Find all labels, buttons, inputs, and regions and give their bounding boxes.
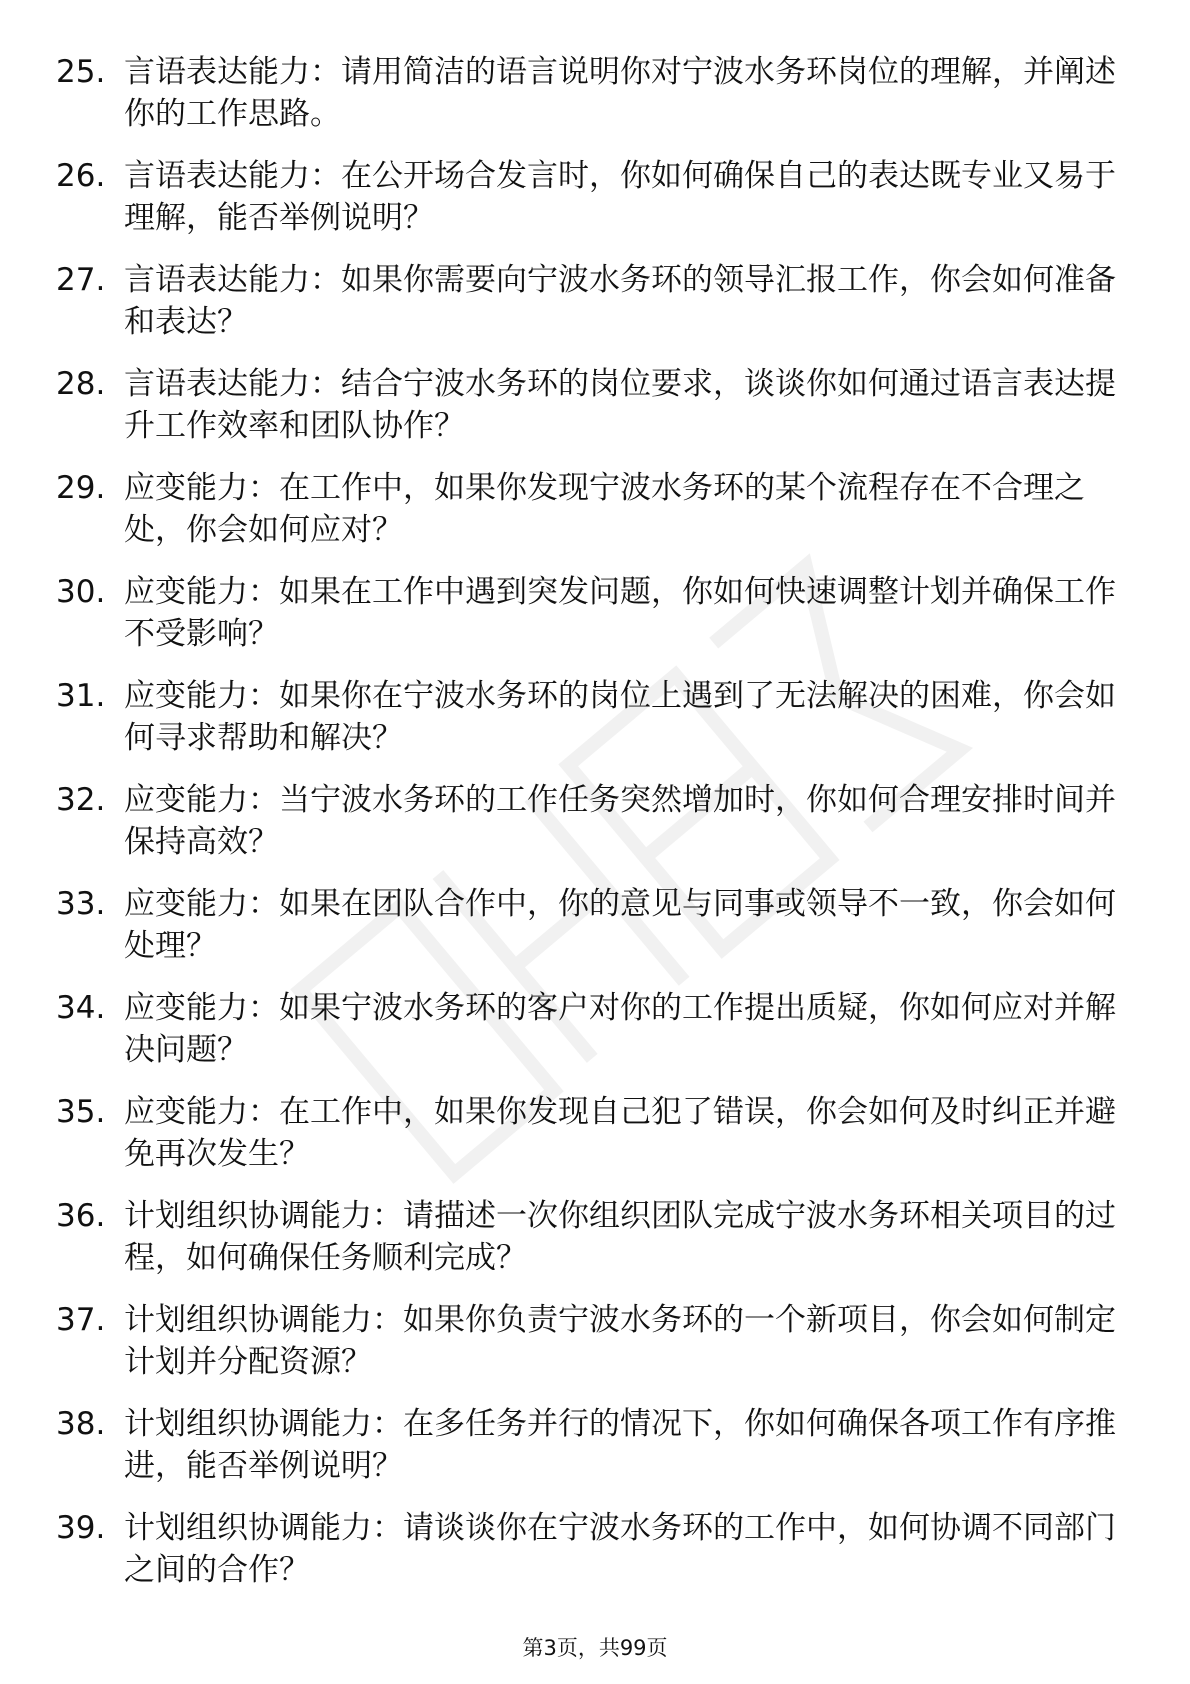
question-text: 计划组织协调能力：如果你负责宁波水务环的一个新项目，你会如何制定计划并分配资源？	[124, 1302, 1116, 1380]
question-number: 30.	[56, 574, 106, 610]
question-item	[56, 51, 1116, 135]
page-number-label: 第3页，共99页	[522, 1636, 668, 1660]
question-text: 应变能力：在工作中，如果你发现宁波水务环的某个流程存在不合理之处，你会如何应对？	[124, 470, 1085, 548]
question-item	[56, 1507, 1116, 1591]
question-item	[56, 259, 1116, 343]
page-footer	[0, 1634, 1190, 1662]
question-number: 27.	[56, 262, 106, 298]
question-number: 28.	[56, 366, 106, 402]
question-item	[56, 1091, 1116, 1175]
question-number: 32.	[56, 782, 106, 818]
question-number: 35.	[56, 1094, 106, 1130]
question-number: 36.	[56, 1198, 106, 1234]
question-number: 33.	[56, 886, 106, 922]
question-item	[56, 883, 1116, 967]
question-number: 31.	[56, 678, 106, 714]
question-item	[56, 1299, 1116, 1383]
question-list	[56, 51, 1116, 1611]
question-item	[56, 1195, 1116, 1279]
question-text: 应变能力：如果宁波水务环的客户对你的工作提出质疑，你如何应对并解决问题？	[124, 990, 1116, 1068]
question-item	[56, 1403, 1116, 1487]
question-number: 26.	[56, 158, 106, 194]
question-item	[56, 363, 1116, 447]
question-text: 计划组织协调能力：请谈谈你在宁波水务环的工作中，如何协调不同部门之间的合作？	[124, 1510, 1116, 1588]
question-item	[56, 571, 1116, 655]
question-text: 言语表达能力：在公开场合发言时，你如何确保自己的表达既专业又易于理解，能否举例说明？	[124, 158, 1116, 236]
question-text: 言语表达能力：如果你需要向宁波水务环的领导汇报工作，你会如何准备和表达？	[124, 262, 1116, 340]
question-number: 38.	[56, 1406, 106, 1442]
question-item	[56, 467, 1116, 551]
question-text: 应变能力：如果你在宁波水务环的岗位上遇到了无法解决的困难，你会如何寻求帮助和解决？	[124, 678, 1116, 756]
question-text: 应变能力：如果在工作中遇到突发问题，你如何快速调整计划并确保工作不受影响？	[124, 574, 1116, 652]
question-number: 37.	[56, 1302, 106, 1338]
question-text: 言语表达能力：结合宁波水务环的岗位要求，谈谈你如何通过语言表达提升工作效率和团队协作？	[124, 366, 1116, 444]
question-text: 计划组织协调能力：请描述一次你组织团队完成宁波水务环相关项目的过程，如何确保任务顺利完成？	[124, 1198, 1116, 1276]
question-number: 29.	[56, 470, 106, 506]
question-item	[56, 155, 1116, 239]
question-item	[56, 675, 1116, 759]
question-number: 34.	[56, 990, 106, 1026]
question-item	[56, 987, 1116, 1071]
question-text: 应变能力：如果在团队合作中，你的意见与同事或领导不一致，你会如何处理？	[124, 886, 1116, 964]
question-item	[56, 779, 1116, 863]
question-text: 言语表达能力：请用简洁的语言说明你对宁波水务环岗位的理解，并阐述你的工作思路。	[124, 54, 1116, 132]
question-number: 25.	[56, 54, 106, 90]
question-text: 应变能力：在工作中，如果你发现自己犯了错误，你会如何及时纠正并避免再次发生？	[124, 1094, 1116, 1172]
question-text: 计划组织协调能力：在多任务并行的情况下，你如何确保各项工作有序推进，能否举例说明？	[124, 1406, 1116, 1484]
question-text: 应变能力：当宁波水务环的工作任务突然增加时，你如何合理安排时间并保持高效？	[124, 782, 1116, 860]
question-number: 39.	[56, 1510, 106, 1546]
